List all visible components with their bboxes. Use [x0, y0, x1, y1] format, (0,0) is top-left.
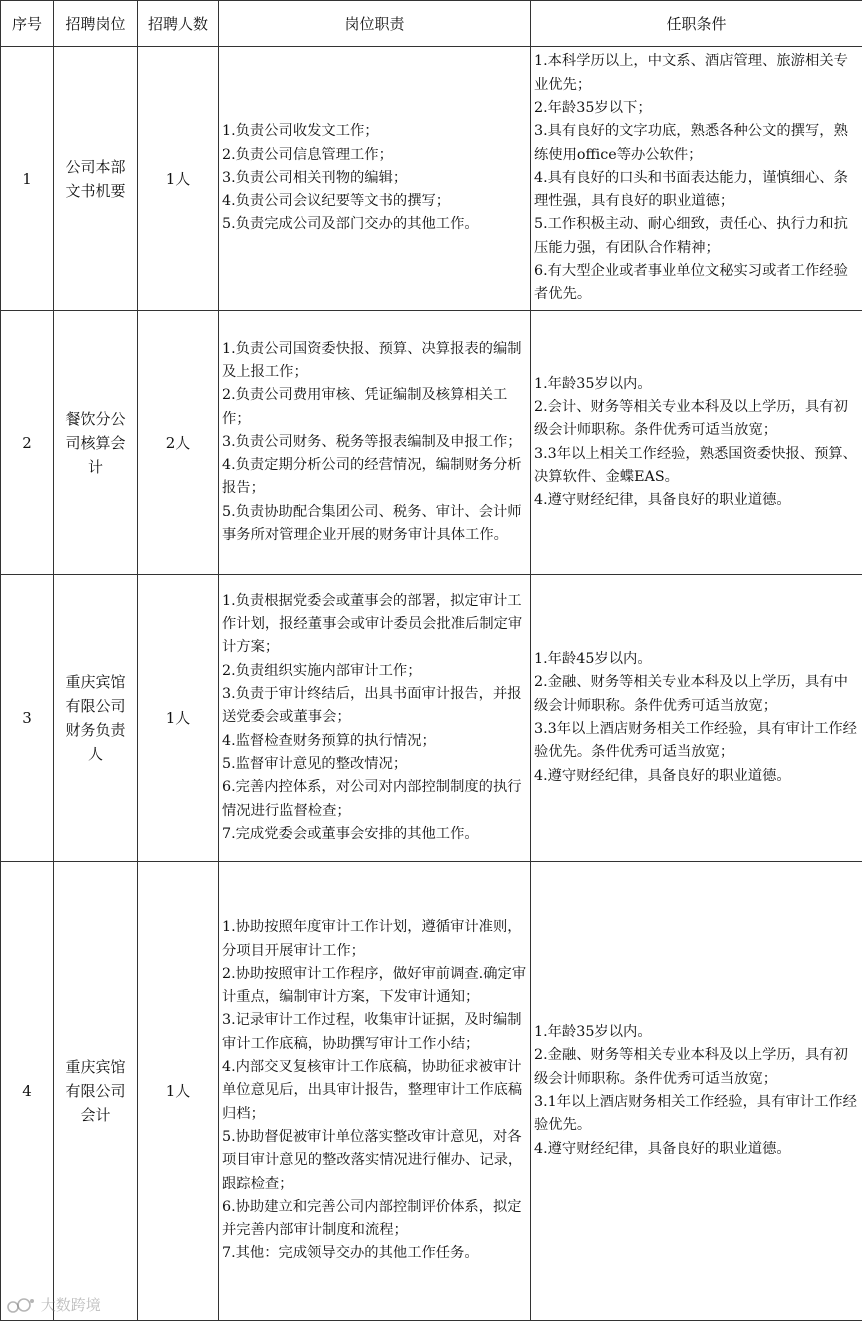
duty-item: 5.协助督促被审计单位落实整改审计意见，对各项目审计意见的整改落实情况进行催办、记录，跟踪检查； — [222, 1126, 528, 1196]
duty-item: 3.负责于审计终结后，出具书面审计报告，并报送党委会或董事会； — [222, 683, 528, 730]
table-header-row — [1, 1, 862, 47]
duty-item: 4.内部交叉复核审计工作底稿，协助征求被审计单位意见后，出具审计报告，整理审计工作底稿归档； — [222, 1056, 528, 1126]
header-position: 招聘岗位 — [54, 1, 138, 47]
header-requirements: 任职条件 — [531, 1, 862, 47]
duty-item: 2.负责公司信息管理工作； — [222, 144, 528, 167]
requirement-item: 2.年龄35岁以下； — [534, 97, 860, 120]
requirement-item: 4.遵守财经纪律，具备良好的职业道德。 — [534, 1138, 860, 1161]
duty-item: 4.负责定期分析公司的经营情况，编制财务分析报告； — [222, 454, 528, 501]
header-count: 招聘人数 — [138, 1, 219, 47]
requirement-item: 4.遵守财经纪律，具备良好的职业道德。 — [534, 765, 860, 788]
row-no: 4 — [1, 862, 54, 1321]
duty-item: 4.监督检查财务预算的执行情况； — [222, 730, 528, 753]
row-count: 1人 — [138, 47, 219, 311]
requirement-item: 2.会计、财务等相关专业本科及以上学历，具有初级会计师职称。条件优秀可适当放宽； — [534, 396, 860, 443]
requirement-item: 1.年龄35岁以内。 — [534, 373, 860, 396]
requirement-item: 2.金融、财务等相关专业本科及以上学历，具有初级会计师职称。条件优秀可适当放宽； — [534, 1044, 860, 1091]
watermark-text: 大数跨境 — [41, 1296, 101, 1314]
duty-item: 5.监督审计意见的整改情况； — [222, 753, 528, 776]
duty-item: 1.负责公司收发文工作； — [222, 120, 528, 143]
requirement-item: 2.金融、财务等相关专业本科及以上学历，具有中级会计师职称。条件优秀可适当放宽； — [534, 671, 860, 718]
row-requirements — [531, 862, 862, 1321]
row-no: 1 — [1, 47, 54, 311]
row-requirements — [531, 575, 862, 862]
duty-item: 5.负责完成公司及部门交办的其他工作。 — [222, 213, 528, 236]
row-position: 公司本部文书机要 — [54, 47, 138, 311]
requirement-item: 1.本科学历以上，中文系、酒店管理、旅游相关专业优先； — [534, 50, 860, 97]
row-count: 1人 — [138, 575, 219, 862]
duty-item: 3.负责公司相关刊物的编辑； — [222, 167, 528, 190]
table-row — [1, 575, 862, 862]
row-count: 1人 — [138, 862, 219, 1321]
row-no: 2 — [1, 311, 54, 575]
requirement-item: 1.年龄45岁以内。 — [534, 648, 860, 671]
duty-item: 2.负责组织实施内部审计工作； — [222, 660, 528, 683]
table-row — [1, 47, 862, 311]
requirement-item: 6.有大型企业或者事业单位文秘实习或者工作经验者优先。 — [534, 260, 860, 307]
requirement-item: 4.具有良好的口头和书面表达能力，谨慎细心、条理性强，具有良好的职业道德； — [534, 167, 860, 214]
duty-item: 6.协助建立和完善公司内部控制评价体系，拟定并完善内部审计制度和流程； — [222, 1196, 528, 1243]
row-requirements — [531, 311, 862, 575]
row-no: 3 — [1, 575, 54, 862]
duty-item: 2.协助按照审计工作程序，做好审前调查.确定审计重点，编制审计方案，下发审计通知； — [222, 963, 528, 1010]
duty-item: 3.记录审计工作过程，收集审计证据，及时编制审计工作底稿，协助撰写审计工作小结； — [222, 1009, 528, 1056]
duty-item: 7.其他：完成领导交办的其他工作任务。 — [222, 1242, 528, 1265]
duty-item: 6.完善内控体系，对公司对内部控制制度的执行情况进行监督检查； — [222, 776, 528, 823]
table-row — [1, 862, 862, 1321]
header-duties: 岗位职责 — [219, 1, 531, 47]
row-requirements — [531, 47, 862, 311]
row-duties — [219, 575, 531, 862]
duty-item: 1.协助按照年度审计工作计划，遵循审计准则，分项目开展审计工作； — [222, 916, 528, 963]
watermark-logo-icon — [6, 1297, 36, 1315]
header-no: 序号 — [1, 1, 54, 47]
row-position: 餐饮分公司核算会计 — [54, 311, 138, 575]
row-position: 重庆宾馆有限公司财务负责人 — [54, 575, 138, 862]
duty-item: 5.负责协助配合集团公司、税务、审计、会计师事务所对管理企业开展的财务审计具体工作。 — [222, 501, 528, 548]
row-duties — [219, 311, 531, 575]
requirement-item: 1.年龄35岁以内。 — [534, 1021, 860, 1044]
duty-item: 3.负责公司财务、税务等报表编制及申报工作； — [222, 431, 528, 454]
watermark — [6, 1294, 101, 1315]
requirement-item: 3.3年以上相关工作经验，熟悉国资委快报、预算、决算软件、金蝶EAS。 — [534, 443, 860, 490]
requirement-item: 3.3年以上酒店财务相关工作经验，具有审计工作经验优先。条件优秀可适当放宽； — [534, 718, 860, 765]
row-duties — [219, 862, 531, 1321]
requirement-item: 3.1年以上酒店财务相关工作经验，具有审计工作经验优先。 — [534, 1091, 860, 1138]
row-duties — [219, 47, 531, 311]
duty-item: 2.负责公司费用审核、凭证编制及核算相关工作； — [222, 384, 528, 431]
row-position: 重庆宾馆有限公司会计 — [54, 862, 138, 1321]
duty-item: 7.完成党委会或董事会安排的其他工作。 — [222, 823, 528, 846]
requirement-item: 3.具有良好的文字功底，熟悉各种公文的撰写，熟练使用office等办公软件； — [534, 120, 860, 167]
duty-item: 4.负责公司会议纪要等文书的撰写； — [222, 190, 528, 213]
duty-item: 1.负责根据党委会或董事会的部署，拟定审计工作计划，报经董事会或审计委员会批准后制定审计方案； — [222, 590, 528, 660]
requirement-item: 4.遵守财经纪律，具备良好的职业道德。 — [534, 489, 860, 512]
row-count: 2人 — [138, 311, 219, 575]
requirement-item: 5.工作积极主动、耐心细致，责任心、执行力和抗压能力强，有团队合作精神； — [534, 213, 860, 260]
table-row — [1, 311, 862, 575]
duty-item: 1.负责公司国资委快报、预算、决算报表的编制及上报工作； — [222, 338, 528, 385]
